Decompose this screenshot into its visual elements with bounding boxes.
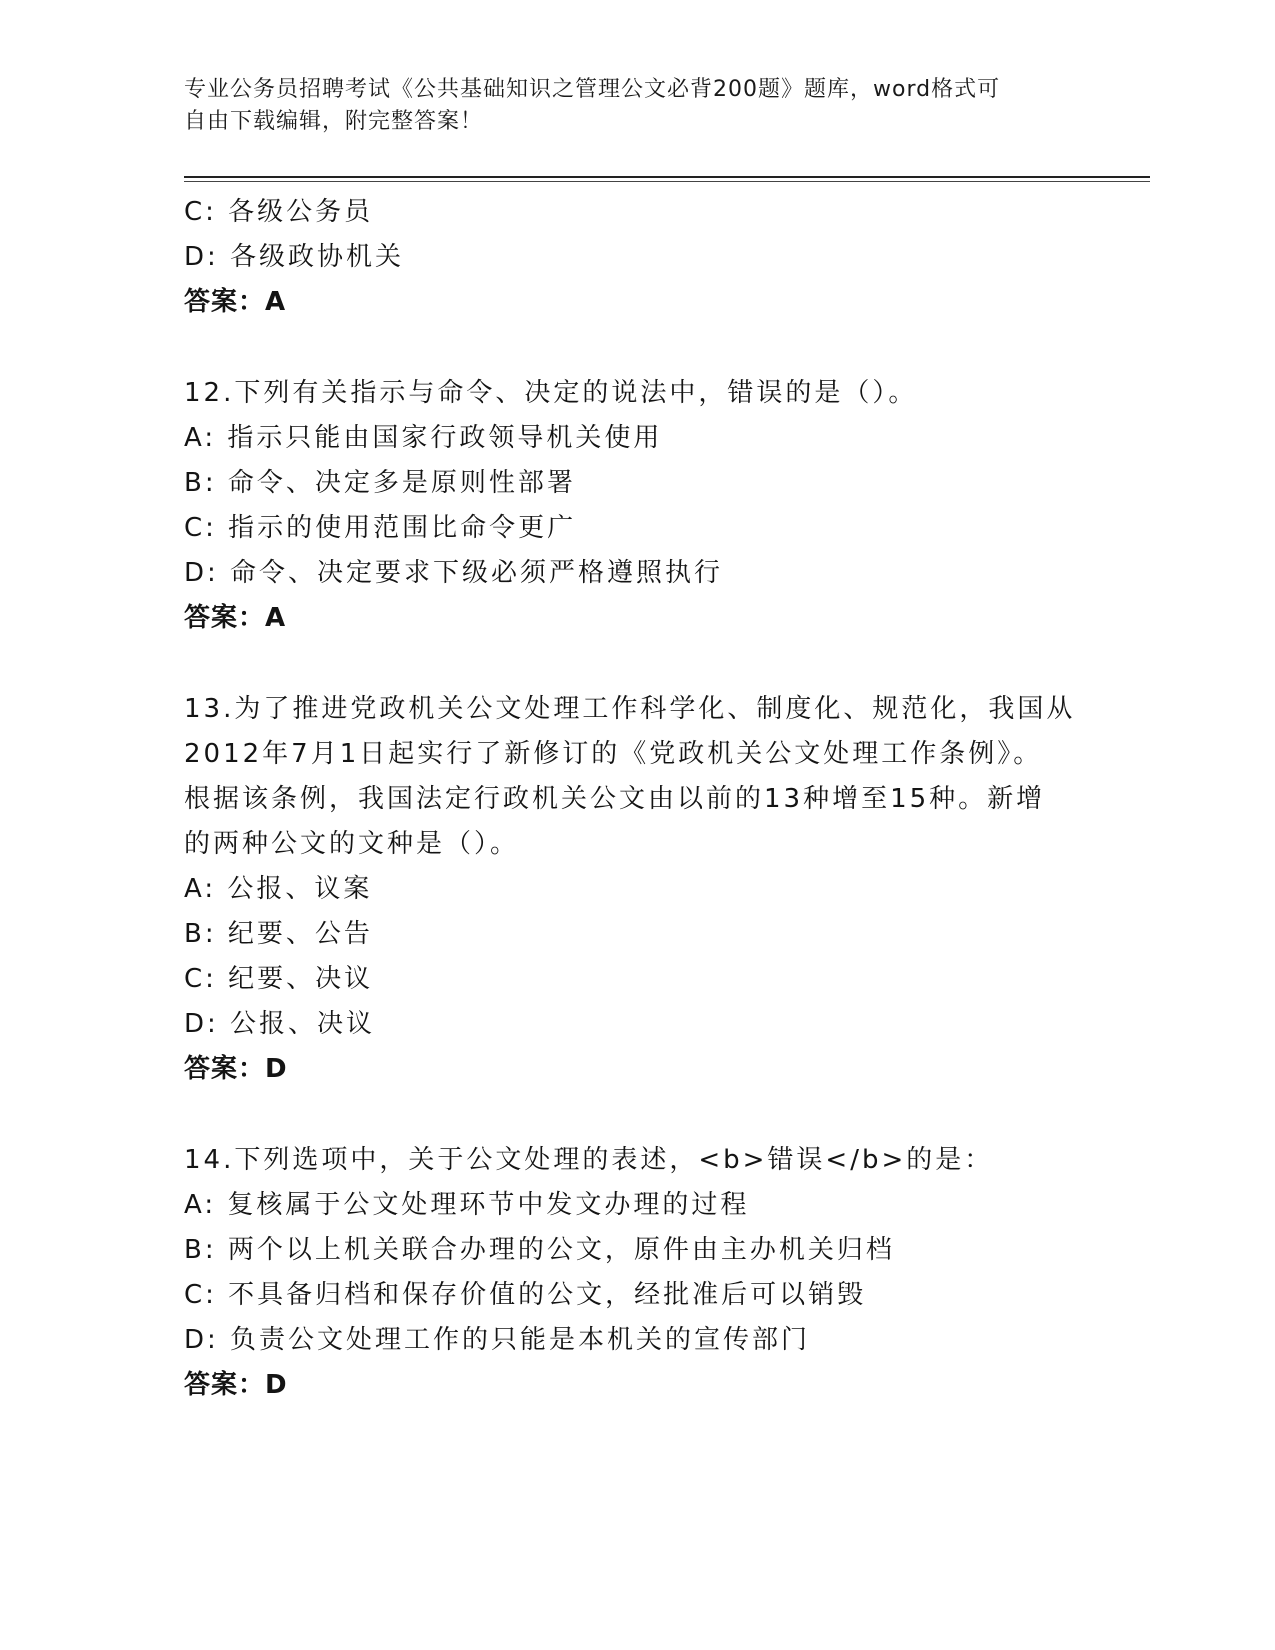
- option-c: C: 各级公务员: [184, 197, 374, 227]
- question-stem: 14.下列选项中，关于公文处理的表述，<b>错误</b>的是：: [184, 1145, 994, 1175]
- question-stem-line-1: 13.为了推进党政机关公文处理工作科学化、制度化、规范化，我国从: [184, 694, 1076, 724]
- question-14: [184, 1138, 1144, 1408]
- option-b: B: 纪要、公告: [184, 919, 373, 949]
- answer-line: 答案：D: [184, 1054, 288, 1084]
- question-stem-line-2: 2012年7月1日起实行了新修订的《党政机关公文处理工作条例》。: [184, 739, 1043, 769]
- option-d: D: 各级政协机关: [184, 242, 405, 272]
- spacer: [184, 325, 1144, 371]
- spacer: [184, 1092, 1144, 1138]
- option-b: B: 命令、决定多是原则性部署: [184, 468, 576, 498]
- question-stem-line-3: 根据该条例，我国法定行政机关公文由以前的13种增至15种。新增: [184, 784, 1046, 814]
- option-a: A: 指示只能由国家行政领导机关使用: [184, 423, 663, 453]
- option-a: A: 复核属于公文处理环节中发文办理的过程: [184, 1190, 750, 1220]
- header-line-1: 专业公务员招聘考试《公共基础知识之管理公文必背200题》题库，word格式可: [184, 77, 1001, 102]
- spacer: [184, 641, 1144, 687]
- answer-line: 答案：A: [184, 287, 287, 317]
- answer-line: 答案：A: [184, 603, 287, 633]
- question-13: [184, 687, 1144, 1092]
- option-c: C: 指示的使用范围比命令更广: [184, 513, 577, 543]
- option-d: D: 公报、决议: [184, 1009, 376, 1039]
- header-divider-thin: [184, 181, 1150, 182]
- question-stem-line-4: 的两种公文的文种是（）。: [184, 829, 520, 859]
- option-d: D: 负责公文处理工作的只能是本机关的宣传部门: [184, 1325, 811, 1355]
- document-header: [184, 74, 1084, 138]
- option-a: A: 公报、议案: [184, 874, 373, 904]
- question-11-continuation: [184, 190, 1144, 325]
- header-line-2: 自由下载编辑，附完整答案！: [184, 109, 484, 134]
- option-c: C: 纪要、决议: [184, 964, 374, 994]
- header-divider-thick: [184, 176, 1150, 178]
- option-c: C: 不具备归档和保存价值的公文，经批准后可以销毁: [184, 1280, 867, 1310]
- question-stem: 12.下列有关指示与命令、决定的说法中，错误的是（）。: [184, 378, 918, 408]
- option-d: D: 命令、决定要求下级必须严格遵照执行: [184, 558, 724, 588]
- option-b: B: 两个以上机关联合办理的公文，原件由主办机关归档: [184, 1235, 895, 1265]
- answer-line: 答案：D: [184, 1370, 288, 1400]
- question-12: [184, 371, 1144, 641]
- question-content: [184, 190, 1144, 1408]
